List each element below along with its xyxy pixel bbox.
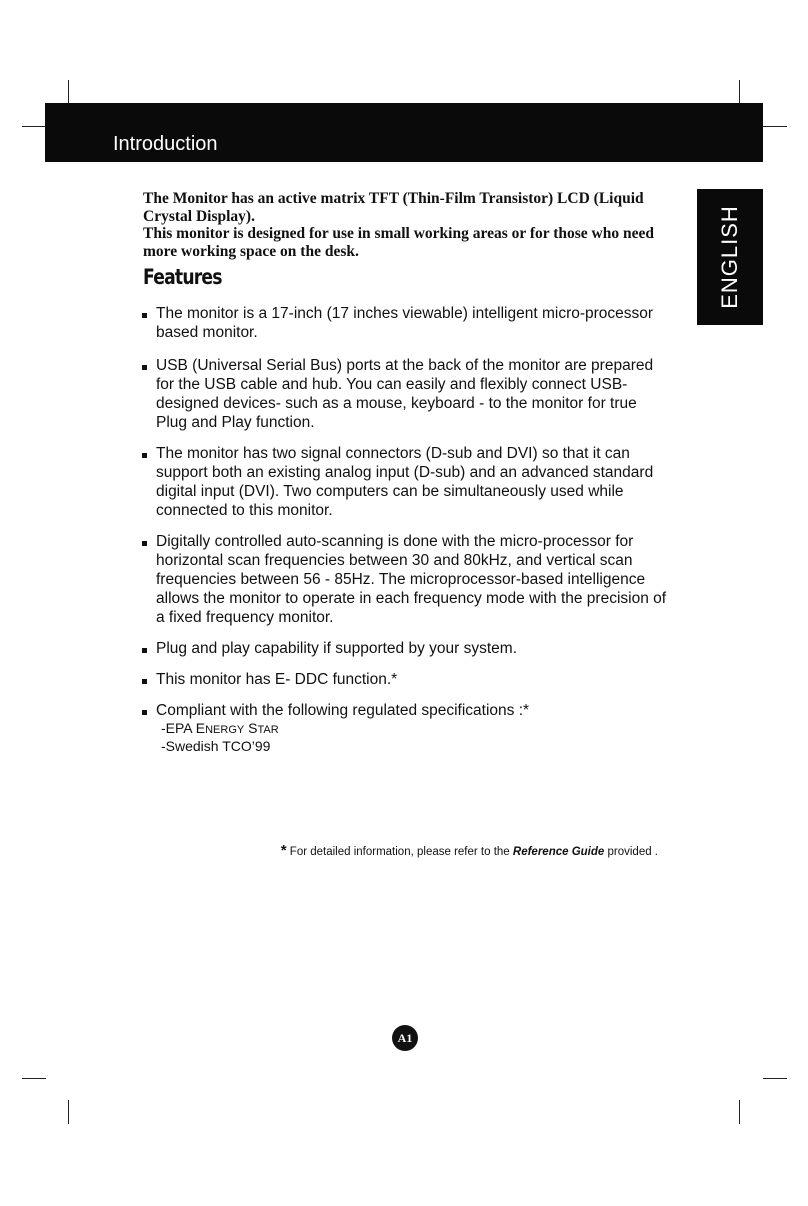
crop-mark bbox=[68, 1100, 69, 1124]
feature-text: The monitor is a 17-inch (17 inches viewable) intelligent micro-processor based monitor. bbox=[156, 305, 654, 341]
crop-mark bbox=[22, 1078, 46, 1079]
list-item bbox=[141, 639, 671, 658]
intro-line-1: The Monitor has an active matrix TFT (Thin-Film Transistor) LCD (Liquid Crystal Display). bbox=[143, 190, 644, 225]
header-bar bbox=[45, 103, 763, 162]
list-item bbox=[141, 532, 671, 627]
features-heading: Features bbox=[143, 265, 222, 289]
footnote bbox=[281, 842, 658, 859]
bullet-icon bbox=[142, 648, 147, 653]
feature-text: Plug and play capability if supported by your system. bbox=[156, 640, 517, 657]
feature-text: Compliant with the following regulated specifications :* bbox=[156, 702, 530, 719]
footnote-star: * bbox=[280, 842, 287, 859]
bullet-icon bbox=[142, 313, 147, 318]
intro-line-2: This monitor is designed for use in small working areas or for those who need more working space on the desk. bbox=[143, 225, 654, 260]
page-title: Introduction bbox=[113, 133, 218, 155]
features-list bbox=[141, 304, 671, 754]
spec-sublist bbox=[156, 720, 671, 754]
spec-smallcaps: NERGY bbox=[205, 724, 245, 736]
bullet-icon bbox=[142, 541, 147, 546]
feature-text: The monitor has two signal connectors (D-sub and DVI) so that it can support both an existing analog input (D-sub) and an advanced standard digital input (DVI). Two computers can be simultaneously used while connected to this monitor. bbox=[156, 445, 654, 519]
intro-paragraph bbox=[143, 190, 678, 260]
bullet-icon bbox=[142, 710, 147, 715]
crop-mark bbox=[739, 1100, 740, 1124]
crop-mark bbox=[22, 126, 46, 127]
bullet-icon bbox=[142, 679, 147, 684]
footnote-text-end: provided . bbox=[604, 846, 658, 858]
list-item bbox=[141, 701, 671, 754]
reference-guide-label: Reference Guide bbox=[512, 846, 605, 858]
list-item bbox=[141, 304, 671, 342]
feature-text: This monitor has E- DDC function.* bbox=[156, 671, 398, 688]
spec-item-energy-star bbox=[156, 720, 671, 738]
bullet-icon bbox=[142, 365, 147, 370]
footnote-text: For detailed information, please refer to the bbox=[286, 846, 513, 858]
feature-text: USB (Universal Serial Bus) ports at the back of the monitor are prepared for the USB cable and hub. You can easily and flexibly connect USB-designed devices- such as a mouse, keyboard - to the monitor for true Plug and Play function. bbox=[156, 357, 654, 431]
spec-smallcaps: TAR bbox=[257, 724, 279, 736]
spec-mid: S bbox=[244, 720, 258, 736]
list-item bbox=[141, 444, 671, 520]
page-number-badge: A1 bbox=[392, 1025, 418, 1051]
crop-mark bbox=[763, 1078, 787, 1079]
crop-mark bbox=[763, 126, 787, 127]
bullet-icon bbox=[142, 453, 147, 458]
spec-prefix: -EPA E bbox=[161, 720, 206, 736]
feature-text: Digitally controlled auto-scanning is done with the micro-processor for horizontal scan frequencies between 30 and 80kHz, and vertical scan frequencies between 56 - 85Hz. The microprocessor-based intelligence allows the monitor to operate in each frequency mode with the precision of a fixed frequency monitor. bbox=[156, 533, 667, 626]
language-tab bbox=[697, 189, 763, 325]
crop-mark bbox=[739, 80, 740, 104]
list-item bbox=[141, 670, 671, 689]
list-item bbox=[141, 356, 671, 432]
spec-item-tco: -Swedish TCO’99 bbox=[161, 738, 271, 754]
language-label: ENGLISH bbox=[717, 205, 742, 309]
crop-mark bbox=[68, 80, 69, 104]
